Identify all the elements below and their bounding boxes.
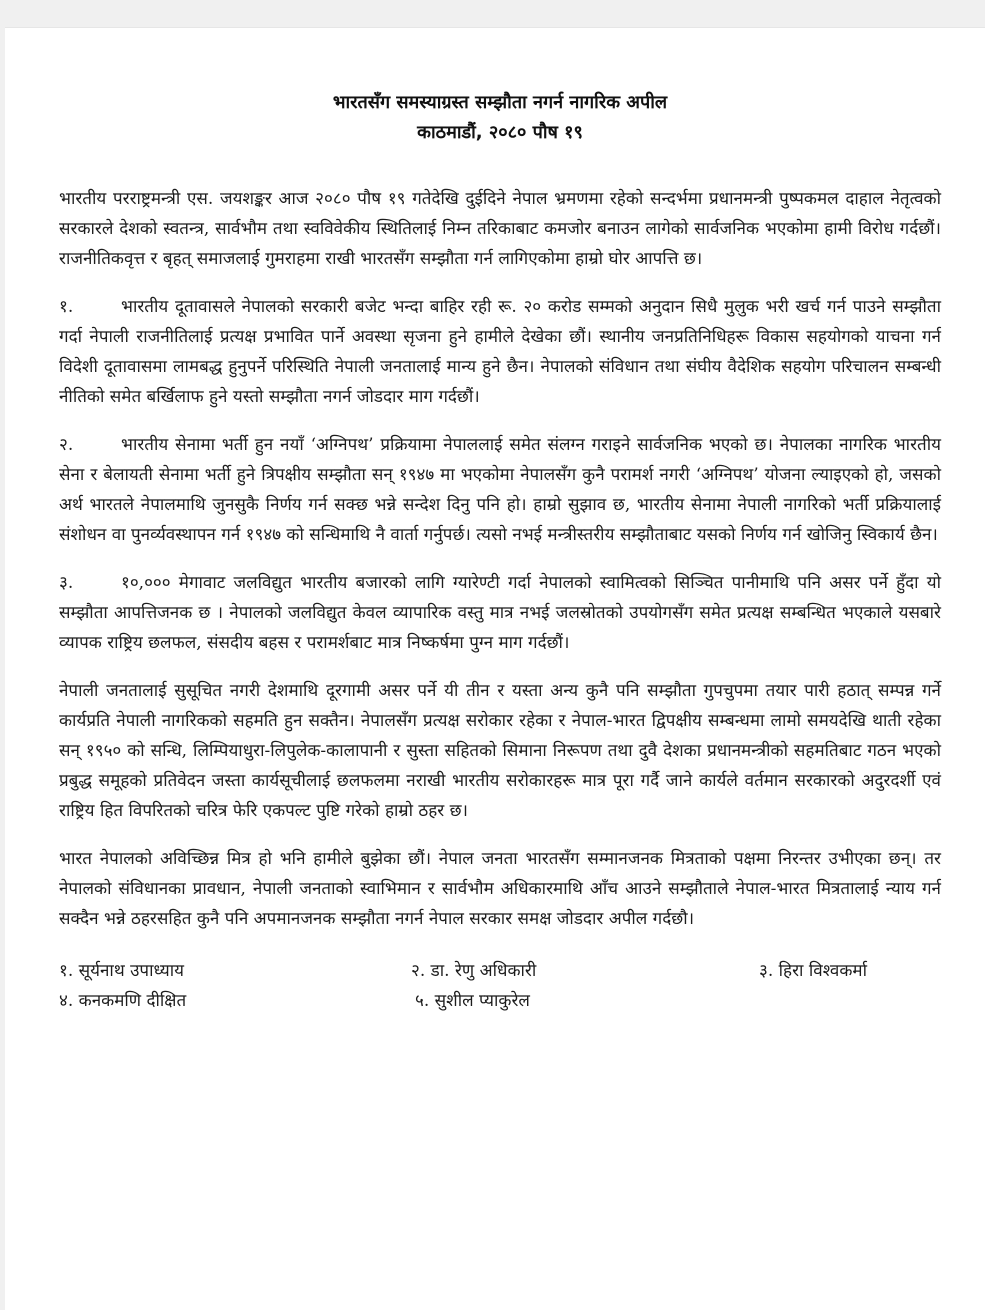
signatory-1: १. सूर्यनाथ उपाध्याय (59, 961, 184, 981)
point-3 (59, 568, 941, 658)
intro-paragraph: भारतीय परराष्ट्रमन्त्री एस. जयशङ्कर आज २०८० पौष १९ गतेदेखि दुईदिने नेपाल भ्रमणमा रहेको सन्दर्भमा प्रधानमन्त्री पुष्पकमल दाहाल नेतृत्वको सरकारले देशको स्वतन्त्र, सार्वभौम तथा स्वविवेकीय स्थितिलाई निम्न तरिकाबाट कमजोर बनाउन लागेको सार्वजनिक भएकोमा हामी विरोध गर्दछौं। राजनीतिकवृत्त र बृहत् समाजलाई गुमराहमा राखी भारतसँग सम्झौता गर्न लागिएकोमा हाम्रो घोर आपत्ति छ। (59, 189, 941, 269)
title-block (59, 88, 941, 148)
point-number: २. (59, 435, 74, 455)
signatories (59, 956, 941, 1016)
document-page (5, 27, 985, 1310)
point-number: १. (59, 297, 74, 317)
signatory-3: ३. हिरा विश्वकर्मा (759, 961, 867, 981)
paragraph-4: नेपाली जनतालाई सुसूचित नगरी देशमाथि दूरगामी असर पर्ने यी तीन र यस्ता अन्य कुनै पनि सम्झौता गुपचुपमा तयार पारी हठात् सम्पन्न गर्ने कार्यप्रति नेपाली नागरिकको सहमति हुन सक्तैन। नेपालसँग प्रत्यक्ष सरोकार रहेका र नेपाल-भारत द्विपक्षीय सम्बन्धमा लामो समयदेखि थाती रहेका सन् १९५० को सन्धि, लिम्पियाधुरा-लिपुलेक-कालापानी र सुस्ता सहितको सिमाना निरूपण तथा दुवै देशका प्रधानमन्त्रीको सहमतिबाट गठन भएको प्रबुद्ध समूहको प्रतिवेदन जस्ता कार्यसूचीलाई छलफलमा नराखी भारतीय सरोकारहरू मात्र पूरा गर्दै जाने कार्यले वर्तमान सरकारको अदुरदर्शी एवं राष्ट्रिय हित विपरितको चरित्र फेरि एकपल्ट पुष्टि गरेको हाम्रो ठहर छ। (59, 681, 941, 821)
point-text: १०,००० मेगावाट जलविद्युत भारतीय बजारको लागि ग्यारेण्टी गर्दा नेपालको स्वामित्वको सिञ्चित पानीमाथि पनि असर पर्ने हुँदा यो सम्झौता आपत्तिजनक छ । नेपालको जलविद्युत केवल व्यापारिक वस्तु मात्र नभई जलस्रोतको उपयोगसँग समेत प्रत्यक्ष सम्बन्धित भएकाले यसबारे व्यापक राष्ट्रिय छलफल, संसदीय बहस र परामर्शबाट मात्र निष्कर्षमा पुग्न माग गर्दछौं। (59, 573, 941, 653)
point-text: भारतीय सेनामा भर्ती हुन नयाँ ‘अग्निपथ’ प्रक्रियामा नेपाललाई समेत संलग्न गराइने सार्वजनिक भएको छ। नेपालका नागरिक भारतीय सेना र बेलायती सेनामा भर्ती हुने त्रिपक्षीय सम्झौता सन् १९४७ मा भएकोमा नेपालसँग कुनै परामर्श नगरी ‘अग्निपथ’ योजना ल्याइएको हो, जसको अर्थ भारतले नेपालमाथि जुनसुकै निर्णय गर्न सक्छ भन्ने सन्देश दिनु पनि हो। हाम्रो सुझाव छ, भारतीय सेनामा नेपाली नागरिको भर्ती प्रक्रियालाई संशोधन वा पुनर्व्यवस्थापन गर्न १९४७ को सन्धिमाथि नै वार्ता गर्नुपर्छ। त्यसो नभई मन्त्रीस्तरीय सम्झौताबाट यसको निर्णय गर्न खोजिनु स्विकार्य छैन। (59, 435, 941, 545)
document-title: भारतसँग समस्याग्रस्त सम्झौता नगर्न नागरिक अपील (332, 92, 668, 113)
signatory-5: ५. सुशील प्याकुरेल (415, 991, 530, 1011)
signatory-2: २. डा. रेणु अधिकारी (411, 961, 537, 981)
point-1 (59, 292, 941, 412)
point-2 (59, 430, 941, 550)
document-body (59, 88, 941, 1016)
paragraph-5: भारत नेपालको अविच्छिन्न मित्र हो भनि हामीले बुझेका छौं। नेपाल जनता भारतसँग सम्मानजनक मित्रताको पक्षमा निरन्तर उभीएका छन्। तर नेपालको संविधानका प्रावधान, नेपाली जनताको स्वाभिमान र सार्वभौम अधिकारमाथि आँच आउने सम्झौताले नेपाल-भारत मित्रतालाई न्याय गर्न सक्दैन भन्ने ठहरसहित कुनै पनि अपमानजनक सम्झौता नगर्न नेपाल सरकार समक्ष जोडदार अपील गर्दछौ। (59, 849, 941, 929)
document-dateline: काठमाडौं, २०८० पौष १९ (417, 122, 583, 143)
point-number: ३. (59, 573, 74, 593)
signatory-4: ४. कनकमणि दीक्षित (59, 991, 187, 1011)
point-text: भारतीय दूतावासले नेपालको सरकारी बजेट भन्दा बाहिर रही रू. २० करोड सम्मको अनुदान सिधै मुलुक भरी खर्च गर्न पाउने सम्झौता गर्दा नेपाली राजनीतिलाई प्रत्यक्ष प्रभावित पार्ने अवस्था सृजना हुने हामीले देखेका छौं। स्थानीय जनप्रतिनिधिहरू विकास सहयोगको याचना गर्न विदेशी दूतावासमा लामबद्ध हुनुपर्ने परिस्थिति नेपाली जनतालाई मान्य हुने छैन। नेपालको संविधान तथा संघीय वैदेशिक सहयोग परिचालन सम्बन्धी नीतिको समेत बर्खिलाफ हुने यस्तो सम्झौता नगर्न जोडदार माग गर्दछौं। (59, 297, 941, 407)
